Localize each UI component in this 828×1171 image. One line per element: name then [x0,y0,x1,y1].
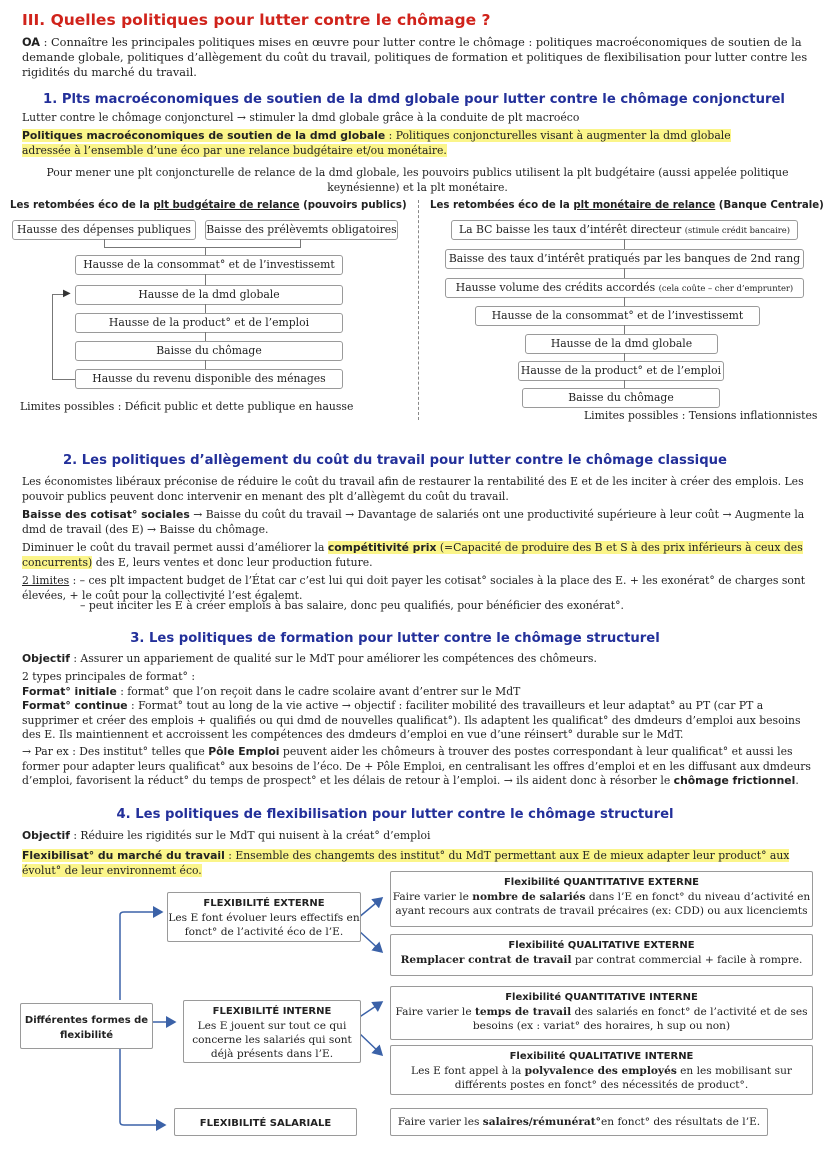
connector [205,274,206,285]
left-head-a: Les retombées éco de la [10,200,154,211]
connector [205,332,206,341]
qi-a: Faire varier le [395,1006,475,1018]
s1-paragraph: Pour mener une plt conjoncturelle de relance de la dmd globale, les pouvoirs publics utilisent la plt budgétaire (aussi appelée politique keynésienne) et la plt monétaire. [46,166,789,194]
section-3-title: 3. Les politiques de formation pour lutter contre le chômage structurel [130,631,660,646]
s2-p3-term: compétitivité prix [327,541,437,554]
qe-a: Faire varier le [392,891,473,903]
s3-f2-text: : Format° tout au long de la vie active → objectif : faciliter mobilité des travailleurs et leur adaptat° au PT (car PT a supprimer et créer des emplois + qualifiés ou qui dmd de nouvelles qualificat°). Ils adaptent les qualificat° des dmdeurs d’emploi aux besoins des E. Ils maintiennent et accroissent les compétences des dmdeurs d’emploi en vue d’une réinsert° durable sur le MdT. [22,699,801,741]
s2-p3-b: des E, leurs ventes et donc leur production future. [92,555,373,569]
right-box-6: Hausse de la product° et de l’emploi [518,361,724,381]
connector [624,380,625,388]
s3-example [22,745,812,789]
flex-interne-box [183,1000,361,1063]
feedback-line [52,294,53,379]
right-diagram-heading [430,200,824,211]
qe-b: nombre de salariés [472,891,586,903]
sa-a: Faire varier les [397,1116,483,1128]
s3-format-continue [22,699,812,743]
section-4-title: 4. Les politiques de flexibilisation pour lutter contre le chômage structurel [116,807,674,822]
right-head-a: Les retombées éco de la [430,200,574,211]
s2-p3-a: Diminuer le coût du travail permet aussi d’améliorer la [22,541,328,554]
flex-quant-ext-box [390,871,813,927]
s2-limit-2: – peut inciter les E à créer emplois à bas salaire, donc peu qualifiés, pour bénéficier des exonérat°. [80,599,624,612]
flex-qual-ext-title: Flexibilité QUALITATIVE EXTERNE [508,940,695,951]
right-box-3-text: Hausse volume des crédits accordés [455,281,656,294]
limits-left: Limites possibles : Déficit public et dette publique en hausse [20,400,354,413]
flex-externe-box [167,892,361,942]
s1-definition [22,129,782,158]
right-box-3-note: (cela coûte – cher d’emprunter) [658,283,794,293]
feedback-arrow-icon: ▶ [63,288,71,299]
s3-ex-dot: . [795,774,799,787]
s3-format-initiale [22,685,812,700]
sa-c: en fonct° des résultats de l’E. [600,1116,761,1128]
right-box-2: Baisse des taux d’intérêt pratiqués par les banques de 2nd rang [445,249,804,269]
flex-salariale-desc-box [390,1108,768,1136]
oa-paragraph [22,35,812,80]
section-1-title: 1. Plts macroéconomiques de soutien de la dmd globale pour lutter contre le chômage conjoncturel [43,92,785,107]
s3-ex-b: peuvent aider les chômeurs à trouver des postes correspondant à leur qualificat° et aussi les former pour adapter leurs qualificat° aux besoins de l’éco. De + Pôle Emploi, en centralisant les offres d’emploi et en les diffusant aux dmdeurs d’emploi, favorisent la réduct° du temps de prospect° et les délais de retour à l’emploi. → ils aident donc à résorber le [22,745,811,787]
left-head-u: plt budgétaire de relance [153,200,300,211]
s4-def-term: Flexibilisat° du marché du travail [22,849,225,862]
flex-root-box [20,1003,153,1049]
s3-f1-label: Format° initiale [22,685,117,698]
flex-externe-title: FLEXIBILITÉ EXTERNE [203,898,325,909]
li-c: en les mobilisant sur différents postes en fonct° des nécessités de product°. [454,1065,792,1091]
flex-qual-int-box [390,1045,813,1095]
left-box-4: Hausse de la dmd globale [75,285,343,305]
s3-types: 2 types principales de format° : [22,670,196,683]
right-box-1-text: La BC baisse les taux d’intérêt directeur [459,223,682,236]
right-head-u: plt monétaire de relance [573,200,716,211]
s4-obj-label: Objectif [22,829,70,842]
oa-label: OA [22,36,41,49]
s3-ex-term: Pôle Emploi [208,745,280,758]
s2-p2-term: Baisse des cotisat° sociales [22,508,190,521]
left-box-3: Hausse de la consommat° et de l’investissemt [75,255,343,275]
page-title: III. Quelles politiques pour lutter contre le chômage ? [22,11,491,29]
li-b: polyvalence des employés [524,1065,677,1077]
s2-p1: Les économistes libéraux préconise de réduire le coût du travail afin de restaurer la rentabilité des E et de les inciter à créer des emplois. Les pouvoir publics peuvent donc intervenir en menant des plt d’allègemt du coût du travail. [22,475,804,503]
column-divider [418,200,419,420]
s4-def-text: : Ensemble des changemts des institut° du MdT permettant aux E de mieux adapter leur product° aux évolut° de leur environnemt éco. [22,849,790,877]
connector [624,297,625,306]
connector [205,247,206,255]
flex-interne-desc: Les E jouent sur tout ce qui concerne les salariés qui sont déjà présents dans l’E. [192,1020,352,1060]
limits-right: Limites possibles : Tensions inflationnistes [584,409,818,422]
left-box-7: Hausse du revenu disponible des ménages [75,369,343,389]
s3-f1-text: : format° que l’on reçoit dans le cadre scolaire avant d’entrer sur le MdT [116,685,521,698]
li-a: Les E font appel à la [411,1065,525,1077]
feedback-line [52,379,75,380]
s3-objective [22,652,812,667]
left-head-b: (pouvoirs publics) [299,200,407,211]
right-box-7: Baisse du chômage [522,388,720,408]
oa-text: : Connaître les principales politiques mises en œuvre pour lutter contre le chômage : politiques macroéconomiques de soutien de la demande globale, politiques d’allègement du coût du travail, politiques de formation et politiques de flexibilisation pour lutter contre les rigidités du marché du travail. [22,36,808,79]
flex-qual-ext-box [390,934,813,976]
left-box-2: Baisse des prélèvemts obligatoires [205,220,398,240]
right-box-1-note: (stimule crédit bancaire) [684,225,790,235]
flex-salariale-box [174,1108,357,1136]
s2-limit-1: : – ces plt impactent budget de l’État car c’est lui qui doit payer les cotisat° sociales à la place des E. + les exonérat° de charges sont élevées, + le coût pour la collectivité l’est égalemt. [22,574,806,602]
connector [624,268,625,278]
section-2-title: 2. Les politiques d’allègement du coût du travail pour lutter contre le chômage classique [63,453,727,468]
connector [300,239,301,247]
connector [104,247,301,248]
flex-interne-title: FLEXIBILITÉ INTERNE [212,1006,332,1017]
s2-limits-label: 2 limites [22,574,70,587]
sa-b: salaires/rémunérat° [482,1116,601,1128]
flex-qual-int-title: Flexibilité QUALITATIVE INTERNE [509,1051,694,1062]
connector [205,304,206,313]
flex-quant-ext-title: Flexibilité QUANTITATIVE EXTERNE [503,877,700,888]
left-box-6: Baisse du chômage [75,341,343,361]
s2-p3 [22,541,812,570]
connector [624,239,625,249]
connector [624,353,625,361]
right-box-4: Hausse de la consommat° et de l’investissemt [475,306,760,326]
s1-def-text: : Politiques conjoncturelles visant à augmenter la dmd globale adressée à l’ensemble d’une éco par une relance budgétaire et/ou monétaire. [22,129,731,157]
connector [104,239,105,247]
qe-c: dans l’E en fonct° du niveau d’activité en ayant recours aux contrats de travail précaires (ex: CDD) ou aux licenciemts [395,891,811,917]
right-head-b: (Banque Centrale) [715,200,824,211]
le-b: par contrat commercial + facile à rompre. [571,954,803,966]
qi-b: temps de travail [474,1006,572,1018]
left-box-1: Hausse des dépenses publiques [12,220,196,240]
s3-obj-text: : Assurer un appariement de qualité sur le MdT pour améliorer les compétences des chômeurs. [69,652,597,665]
s3-ex-end: chômage frictionnel [673,774,796,787]
s2-p2-text: → Baisse du coût du travail → Davantage de salariés ont une productivité supérieure à leur coût → Augmente la dmd de travail (des E) → Baisse du chômage. [22,508,805,536]
right-box-1 [451,220,798,240]
flex-salariale-title: FLEXIBILITÉ SALARIALE [199,1118,332,1129]
s4-objective [22,829,812,844]
s3-f2-label: Format° continue [22,699,128,712]
right-box-3 [445,278,804,298]
s3-obj-label: Objectif [22,652,70,665]
flex-externe-desc: Les E font évoluer leurs effectifs en fonct° de l’activité éco de l’E. [168,912,360,938]
s4-obj-text: : Réduire les rigidités sur le MdT qui nuisent à la créat° d’emploi [69,829,431,842]
flex-quant-int-title: Flexibilité QUANTITATIVE INTERNE [505,992,698,1003]
s1-intro: Lutter contre le chômage conjoncturel → stimuler la dmd globale grâce à la conduite de plt macroéco [22,111,580,124]
qi-c: des salariés en fonct° de l’activité et de ses besoins (ex : variat° des horaires, h sup ou non) [472,1006,808,1032]
connector [205,360,206,369]
s1-def-term: Politiques macroéconomiques de soutien de la dmd globale [22,129,386,142]
right-box-5: Hausse de la dmd globale [525,334,718,354]
connector [624,325,625,334]
left-diagram-heading [10,200,407,211]
s2-p3-def: (=Capacité de produire des B et S à des prix inférieurs à ceux des concurrents) [22,541,803,569]
s2-p2 [22,508,812,537]
flex-quant-int-box [390,986,813,1040]
left-box-5: Hausse de la product° et de l’emploi [75,313,343,333]
flex-root-label: Différentes formes de flexibilité [24,1015,149,1041]
le-a: Remplacer contrat de travail [400,954,572,966]
s3-ex-a: → Par ex : Des institut° telles que [22,745,209,758]
